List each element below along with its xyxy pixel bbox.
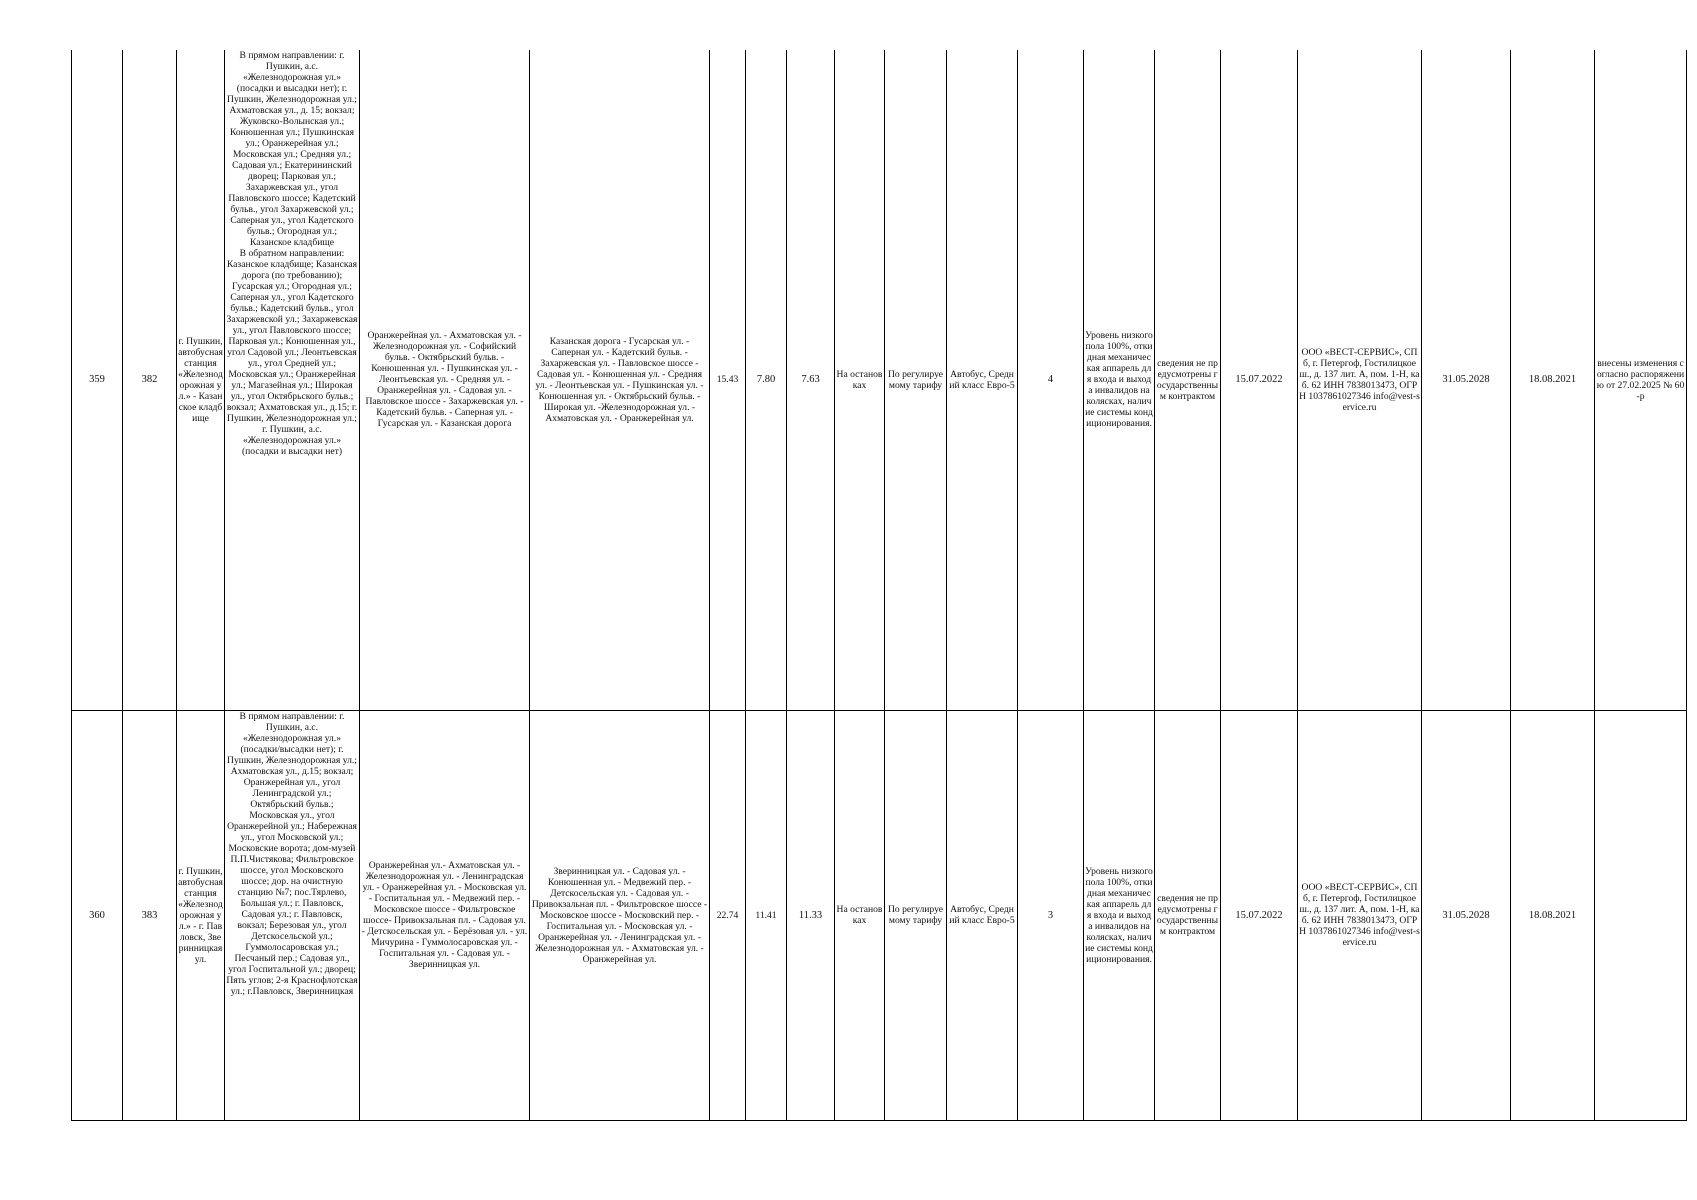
vehicle-type: Автобус, Средний класс Евро-5	[947, 50, 1018, 710]
route-length-forward: 7.80	[746, 50, 787, 710]
change-note	[1595, 710, 1687, 1120]
service-end-date: 31.05.2028	[1422, 50, 1511, 710]
route-number: 382	[123, 50, 177, 710]
streets-backward: Казанская дорога - Гусарская ул. - Саперная ул. - Кадетский бульв. - Захаржевская ул. - Павловское шоссе - Садовая ул. - Конюшенная ул. - Средняя ул. - Леонтьевская ул. - Пушкинская ул. - Конюшенная ул. - Октябрьский бульв. - Широкая ул. -Железнодорожная ул. - Ахматовская ул. - Оранжерейная ул.	[530, 50, 710, 710]
route-length-forward: 11.41	[746, 710, 787, 1120]
carrier-info: ООО «ВЕСТ-СЕРВИС», СПб, г. Петергоф, Гостилицкое ш., д. 137 лит. А, пом. 1-Н, каб. 62 ИНН 7838013473, ОГРН 1037861027346 info@vest-service.ru	[1298, 710, 1422, 1120]
accessibility-features: Уровень низкого пола 100%, откидная механическая аппарель для входа и выхода инвалидов на колясках, наличие системы кондиционирования.	[1084, 50, 1155, 710]
registry-number: 359	[72, 50, 123, 710]
routes-registry-table	[71, 50, 1687, 1121]
vehicle-count: 4	[1018, 50, 1084, 710]
table-row	[72, 50, 1687, 710]
streets-backward: Зверинницкая ул. - Садовая ул. - Конюшенная ул. - Медвежий пер. - Детскосельская ул. - Садовая ул. - Привокзальная пл. - Фильтровское шоссе - Московское шоссе - Московский пер. - Госпитальная ул. - Московская ул. - Оранжерейная ул. - Ленинградская ул. - Железнодорожная ул. - Ахматовская ул. - Оранжерейная ул.	[530, 710, 710, 1120]
tariff-type: По регулируемому тарифу	[885, 710, 947, 1120]
service-start-date: 15.07.2022	[1221, 710, 1298, 1120]
table-row	[72, 710, 1687, 1120]
service-start-date: 15.07.2022	[1221, 50, 1298, 710]
route-name: г. Пушкин, автобусная станция «Железнодорожная ул.» - Казанское кладбище	[177, 50, 225, 710]
change-note: внесены изменения согласно распоряжению от 27.02.2025 № 60-р	[1595, 50, 1687, 710]
vehicle-type: Автобус, Средний класс Евро-5	[947, 710, 1018, 1120]
intermediate-stops: В прямом направлении: г. Пушкин, а.с. «Железнодорожная ул.» (посадки/высадки нет); г. Пушкин, Железнодорожная ул.; Ахматовская ул., д.15; вокзал; Оранжерейная ул., угол Ленинградской ул.; Октябрьский бульв.; Московская ул., угол Оранжерейной ул.; Набережная ул., угол Московской ул.; Московские ворота; дом-музей П.П.Чистякова; Фильтровское шоссе, угол Московского шоссе; дор. на очистную станцию №7; пос.Тярлево, Большая ул.; г. Павловск, Садовая ул.; г. Павловск, вокзал; Березовая ул., угол Детскосельской ул.; Гуммолосаровская ул.; Песчаный пер.; Садовая ул., угол Госпитальной ул.; дворец; Пять углов; 2-я Краснофлотская ул.; г.Павловск, Зверинницкая	[225, 710, 360, 1120]
carrier-info: ООО «ВЕСТ-СЕРВИС», СПб, г. Петергоф, Гостилицкое ш., д. 137 лит. А, пом. 1-Н, каб. 62 ИНН 7838013473, ОГРН 1037861027346 info@vest-service.ru	[1298, 50, 1422, 710]
boarding-order: На остановках	[835, 710, 885, 1120]
route-number: 383	[123, 710, 177, 1120]
route-length-total: 15.43	[710, 50, 746, 710]
accessibility-features: Уровень низкого пола 100%, откидная механическая аппарель для входа и выхода инвалидов на колясках, наличие системы кондиционирования.	[1084, 710, 1155, 1120]
streets-forward: Оранжерейная ул.- Ахматовская ул. - Железнодорожная ул. - Ленинградская ул. - Оранжерейная ул. - Московская ул. - Госпитальная ул. - Медвежий пер. - Московское шоссе - Фильтровское шоссе- Привокзальная пл. - Садовая ул. - Детскосельская ул. - Берёзовая ул. - ул. Мичурина - Гуммолосаровская ул. - Госпитальная ул. - Садовая ул. - Зверинницкая ул.	[360, 710, 530, 1120]
route-length-backward: 11.33	[787, 710, 835, 1120]
route-name: г. Пушкин, автобусная станция «Железнодорожная ул.» - г. Павловск, Зверинницкая ул.	[177, 710, 225, 1120]
route-length-total: 22.74	[710, 710, 746, 1120]
registration-date: 18.08.2021	[1511, 50, 1595, 710]
contract-info: сведения не предусмотрены государственным контрактом	[1155, 710, 1221, 1120]
intermediate-stops: В прямом направлении: г. Пушкин, а.с. «Железнодорожная ул.» (посадки и высадки нет); г. Пушкин, Железнодорожная ул.; Ахматовская ул., д. 15; вокзал; Жуковско-Волынская ул.; Конюшенная ул.; Пушкинская ул.; Оранжерейная ул.; Московская ул.; Средняя ул.; Садовая ул.; Екатерининский дворец; Парковая ул.; Захаржевская ул., угол Павловского шоссе; Кадетский бульв., угол Захаржевской ул.; Саперная ул., угол Кадетского бульв.; Огородная ул.; Казанское кладбище В обратном направлении: Казанское кладбище; Казанская дорога (по требованию); Гусарская ул.; Огородная ул.; Саперная ул., угол Кадетского бульв.; Кадетский бульв., угол Захаржевской ул.; Захаржевская ул., угол Павловского шоссе; Парковая ул.; Конюшенная ул., угол Садовой ул.; Леонтьевская ул., угол Средней ул.; Московская ул.; Оранжерейная ул.; Магазейная ул.; Широкая ул., угол Октябрьского бульв.; вокзал; Ахматовская ул., д.15; г. Пушкин, Железнодорожная ул.; г. Пушкин, а.с. «Железнодорожная ул.» (посадки и высадки нет)	[225, 50, 360, 710]
streets-forward: Оранжерейная ул. - Ахматовская ул. - Железнодорожная ул. - Софийский бульв. - Октябрьский бульв. - Конюшенная ул. - Пушкинская ул. - Леонтьевская ул. - Средняя ул. - Оранжерейная ул. - Садовая ул. - Павловское шоссе - Захаржевская ул. - Кадетский бульв. - Саперная ул. - Гусарская ул. - Казанская дорога	[360, 50, 530, 710]
vehicle-count: 3	[1018, 710, 1084, 1120]
route-length-backward: 7.63	[787, 50, 835, 710]
contract-info: сведения не предусмотрены государственным контрактом	[1155, 50, 1221, 710]
tariff-type: По регулируемому тарифу	[885, 50, 947, 710]
registration-date: 18.08.2021	[1511, 710, 1595, 1120]
boarding-order: На остановках	[835, 50, 885, 710]
service-end-date: 31.05.2028	[1422, 710, 1511, 1120]
registry-number: 360	[72, 710, 123, 1120]
